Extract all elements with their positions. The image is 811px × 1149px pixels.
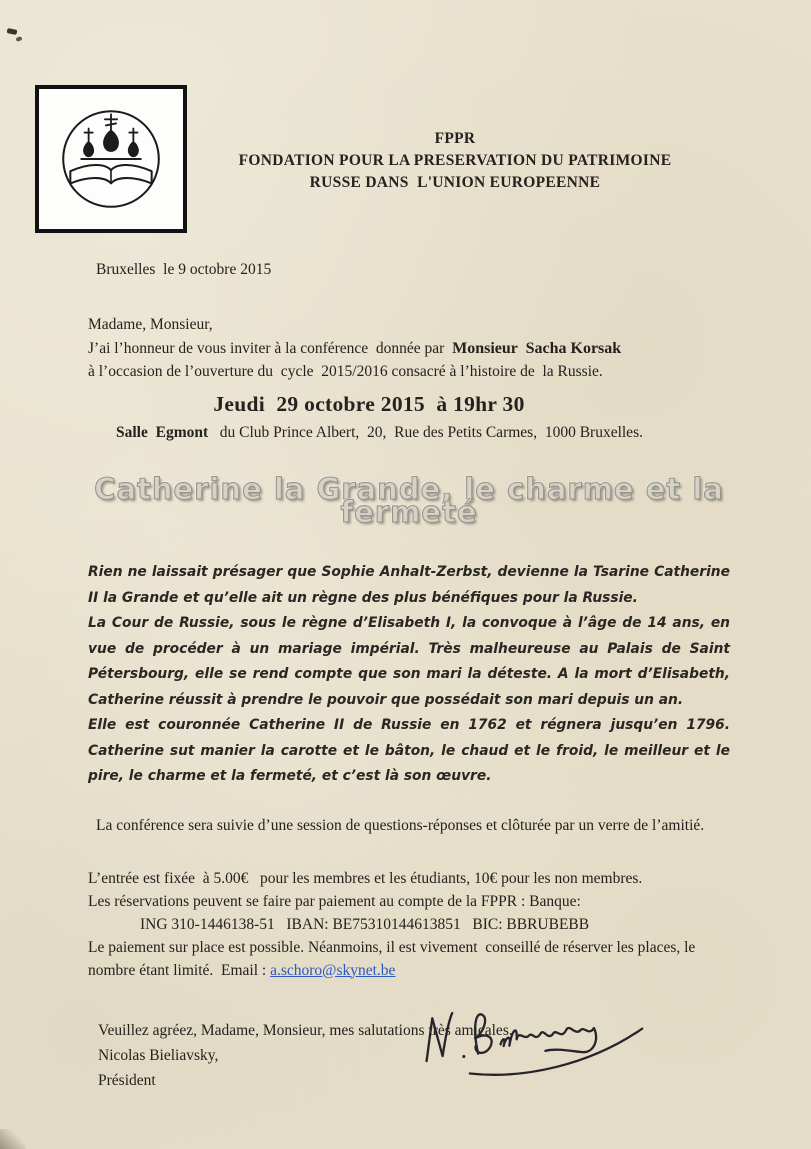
bank-details: ING 310-1446138-51 IBAN: BE75310144613851 BIC: BBRUBEBB xyxy=(140,915,590,933)
venue-line xyxy=(88,421,730,444)
fees-block xyxy=(88,867,730,982)
letterhead xyxy=(170,128,740,194)
abstract-paragraph: Rien ne laissait présager que Sophie Anhalt-Zerbst, devienne la Tsarine Catherine II la Grande et qu’elle ait un règne des plus bénéfiques pour la Russie. xyxy=(88,564,730,606)
after-session-note: La conférence sera suivie d’une session de questions-réponses et clôturée par un verre de l’amitié. xyxy=(96,816,705,834)
fppr-logo xyxy=(35,85,187,233)
scan-artifact xyxy=(7,28,18,35)
letter-body xyxy=(88,258,730,1093)
speaker-name: Monsieur Sacha Korsak xyxy=(452,340,622,357)
fees-line2: Les réservations peuvent se faire par paiement au compte de la FPPR : Banque: xyxy=(88,892,581,910)
venue-address: du Club Prince Albert, 20, Rue des Petits Carmes, 1000 Bruxelles. xyxy=(208,424,643,441)
scan-artifact xyxy=(15,36,22,42)
handwritten-signature xyxy=(407,981,663,1098)
org-name-line2: RUSSE DANS L'UNION EUROPEENNE xyxy=(309,174,601,191)
invitation-text: J’ai l’honneur de vous inviter à la conférence donnée par xyxy=(88,340,453,357)
payment-text: Le paiement sur place est possible. Néanmoins, il est vivement conseillé de réserver les places, le nombre étant limité. Email : xyxy=(88,938,700,979)
scan-corner-shadow xyxy=(0,1129,26,1149)
signer-name: Nicolas Bieliavsky, xyxy=(98,1046,219,1064)
talk-abstract xyxy=(88,560,730,790)
church-domes-icon xyxy=(50,98,172,220)
closing-formula: Veuillez agréez, Madame, Monsieur, mes salutations très amicales. xyxy=(98,1021,513,1039)
fees-line1: L’entrée est fixée à 5.00€ pour les membres et les étudiants, 10€ pour les non membres. xyxy=(88,869,643,887)
signer-title: Président xyxy=(98,1071,156,1089)
talk-title: Catherine la Grande, le charme et la fermeté xyxy=(94,472,724,529)
salutation: Madame, Monsieur, xyxy=(88,316,213,333)
invitation-line1 xyxy=(88,337,730,360)
abstract-paragraph: Elle est couronnée Catherine II de Russie en 1762 et régnera jusqu’en 1796. Catherine sut manier la carotte et le bâton, le chaud et le froid, le meilleur et le pire, le charme et la fermeté, et c’est là son œuvre. xyxy=(88,717,730,784)
invitation-line2: à l’occasion de l’ouverture du cycle 2015/2016 consacré à l’histoire de la Russie. xyxy=(88,363,603,380)
org-name-line1: FONDATION POUR LA PRESERVATION DU PATRIMOINE xyxy=(238,152,672,169)
abstract-paragraph: La Cour de Russie, sous le règne d’Elisabeth I, la convoque à l’âge de 14 ans, en vue de procéder à un mariage impérial. Très malheureuse au Palais de Saint Pétersbourg, elle se rend compte que son mari la déteste. A la mort d’Elisabeth, Catherine réussit à prendre le pouvoir que possédait son mari depuis un an. xyxy=(88,615,730,708)
org-abbr: FPPR xyxy=(434,130,476,147)
dateline: Bruxelles le 9 octobre 2015 xyxy=(96,261,272,278)
venue-room: Salle Egmont xyxy=(116,424,209,441)
email-link[interactable]: a.schoro@skynet.be xyxy=(270,961,396,979)
payment-note xyxy=(88,936,730,982)
event-datetime: Jeudi 29 octobre 2015 à 19hr 30 xyxy=(213,392,525,416)
